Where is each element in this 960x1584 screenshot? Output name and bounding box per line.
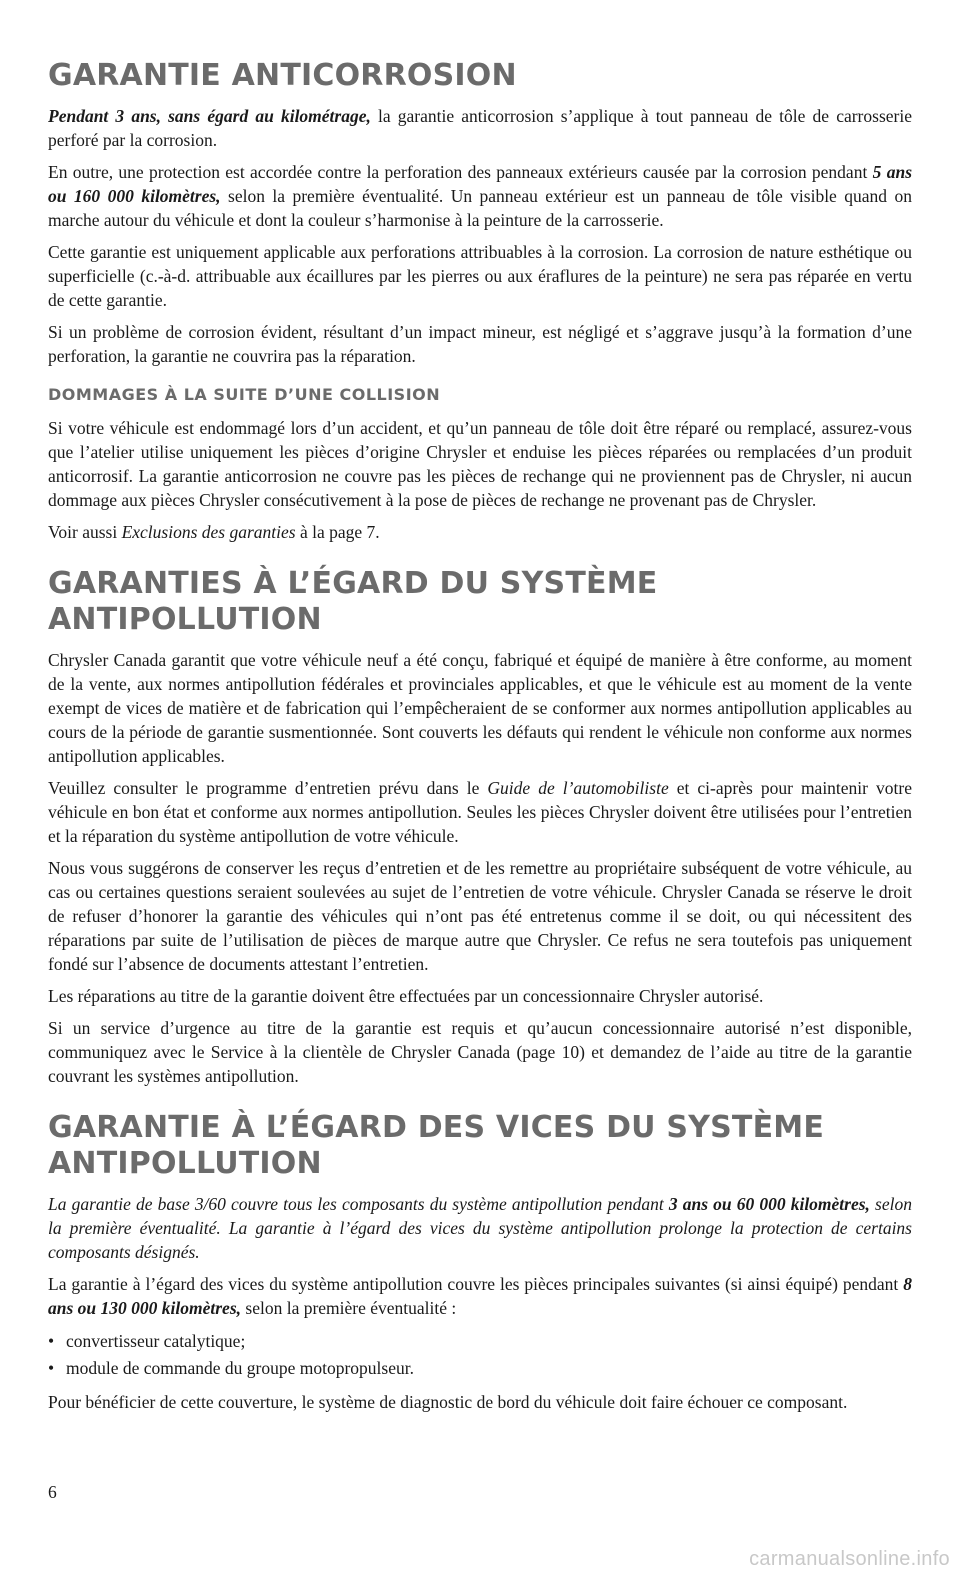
- bullet-icon: •: [48, 1331, 55, 1351]
- cross-reference: Guide de l’automobiliste: [487, 778, 669, 798]
- document-page: [48, 58, 912, 1422]
- watermark: carmanualsonline.info: [749, 1548, 950, 1570]
- paragraph: Si un service d’urgence au titre de la garantie est requis et qu’aucun concessionnaire autorisé n’est disponible, communiquez avec le Service à la clientèle de Chrysler Canada (page 10) et demandez de l’aide au titre de la garantie couvrant les systèmes antipollution.: [48, 1018, 912, 1086]
- paragraph: En outre, une protection est accordée contre la perforation des panneaux extérieurs causée par la corrosion pendant 5 ans ou 160 000 kilomètres, selon la première éventualité. Un panneau extérieur est un panneau de tôle visible quand on marche autour du véhicule et dont la couleur s’harmonise à la peinture de la carrosserie.: [48, 162, 913, 230]
- paragraph: Si votre véhicule est endommagé lors d’un accident, et qu’un panneau de tôle doit être réparé ou remplacé, assurez-vous que l’atelier utilise uniquement les pièces d’origine Chrysler et enduise les pièces réparées ou remplacées d’un produit anticorrosif. La garantie anticorrosion ne couvre pas les pièces de rechange qui ne proviennent pas de Chrysler, ni aucun dommage aux pièces Chrysler consécutivement à la pose de pièces de rechange ne provenant pas de Chrysler.: [48, 418, 912, 510]
- page-number: 6: [48, 1482, 57, 1502]
- paragraph: Chrysler Canada garantit que votre véhicule neuf a été conçu, fabriqué et équipé de manière à être conforme, au moment de la vente, aux normes antipollution fédérales et provinciales applicables, et que le véhicule est au moment de la vente exempt de vices de matière et de fabrication qui l’empêcheraient de se conformer aux normes antipollution applicables au cours de la période de garantie susmentionnée. Sont couverts les défauts qui rendent le véhicule non conforme aux normes antipollution applicables.: [48, 650, 912, 766]
- section-title-antipollution-warranties: GARANTIES À L’ÉGARD DU SYSTÈME ANTIPOLLUTION: [48, 566, 658, 637]
- cross-reference: Exclusions des garanties: [121, 522, 296, 542]
- paragraph: Voir aussi Exclusions des garanties à la page 7.: [48, 522, 380, 542]
- covered-parts-list: [48, 1328, 912, 1382]
- paragraph: Pour bénéficier de cette couverture, le système de diagnostic de bord du véhicule doit faire échouer ce composant.: [48, 1392, 848, 1412]
- paragraph: Nous vous suggérons de conserver les reçus d’entretien et de les remettre au propriétaire subséquent de votre véhicule, au cas ou certaines questions seraient soulevées au sujet de l’entretien de votre véhicule. Chrysler Canada se réserve le droit de refuser d’honorer la garantie des véhicules qui n’ont pas été entretenus comme il se doit, ou qui nécessitent des réparations par suite de l’utilisation de pièces de marque autre que Chrysler. Ce refus ne sera toutefois pas uniquement fondé sur l’absence de documents attestant l’entretien.: [48, 858, 912, 974]
- list-item: • convertisseur catalytique;: [48, 1328, 912, 1355]
- bullet-icon: •: [48, 1358, 55, 1378]
- paragraph: Si un problème de corrosion évident, résultant d’un impact mineur, est négligé et s’aggrave jusqu’à la formation d’une perforation, la garantie ne couvrira pas la réparation.: [48, 322, 912, 366]
- paragraph: Cette garantie est uniquement applicable aux perforations attribuables à la corrosion. La corrosion de nature esthétique ou superficielle (c.-à-d. attribuable aux écaillures par les pierres ou aux éraflures de la peinture) ne sera pas réparée en vertu de cette garantie.: [48, 242, 912, 310]
- subheading-collision: DOMMAGES À LA SUITE D’UNE COLLISION: [48, 385, 441, 404]
- paragraph: Pendant 3 ans, sans égard au kilométrage, la garantie anticorrosion s’applique à tout panneau de tôle de carrosserie perforé par la corrosion.: [48, 106, 912, 150]
- paragraph: Les réparations au titre de la garantie doivent être effectuées par un concessionnaire Chrysler autorisé.: [48, 986, 764, 1006]
- list-item: • module de commande du groupe motopropulseur.: [48, 1355, 912, 1382]
- paragraph: La garantie à l’égard des vices du système antipollution couvre les pièces principales suivantes (si ainsi équipé) pendant 8 ans ou 130 000 kilomètres, selon la première éventualité :: [48, 1274, 912, 1318]
- section-title-anticorrosion: GARANTIE ANTICORROSION: [48, 58, 517, 93]
- section-title-emission-defects: GARANTIE À L’ÉGARD DES VICES DU SYSTÈME ANTIPOLLUTION: [48, 1110, 825, 1181]
- paragraph: Veuillez consulter le programme d’entretien prévu dans le Guide de l’automobiliste et ci-après pour maintenir votre véhicule en bon état et conforme aux normes antipollution. Seules les pièces Chrysler doivent être utilisées pour l’entretien et la réparation du système antipollution de votre véhicule.: [48, 778, 912, 846]
- intro-paragraph: La garantie de base 3/60 couvre tous les composants du système antipollution pendant 3 ans ou 60 000 kilomètres, selon la première éventualité. La garantie à l’égard des vices du système antipollution prolonge la protection de certains composants désignés.: [48, 1194, 912, 1262]
